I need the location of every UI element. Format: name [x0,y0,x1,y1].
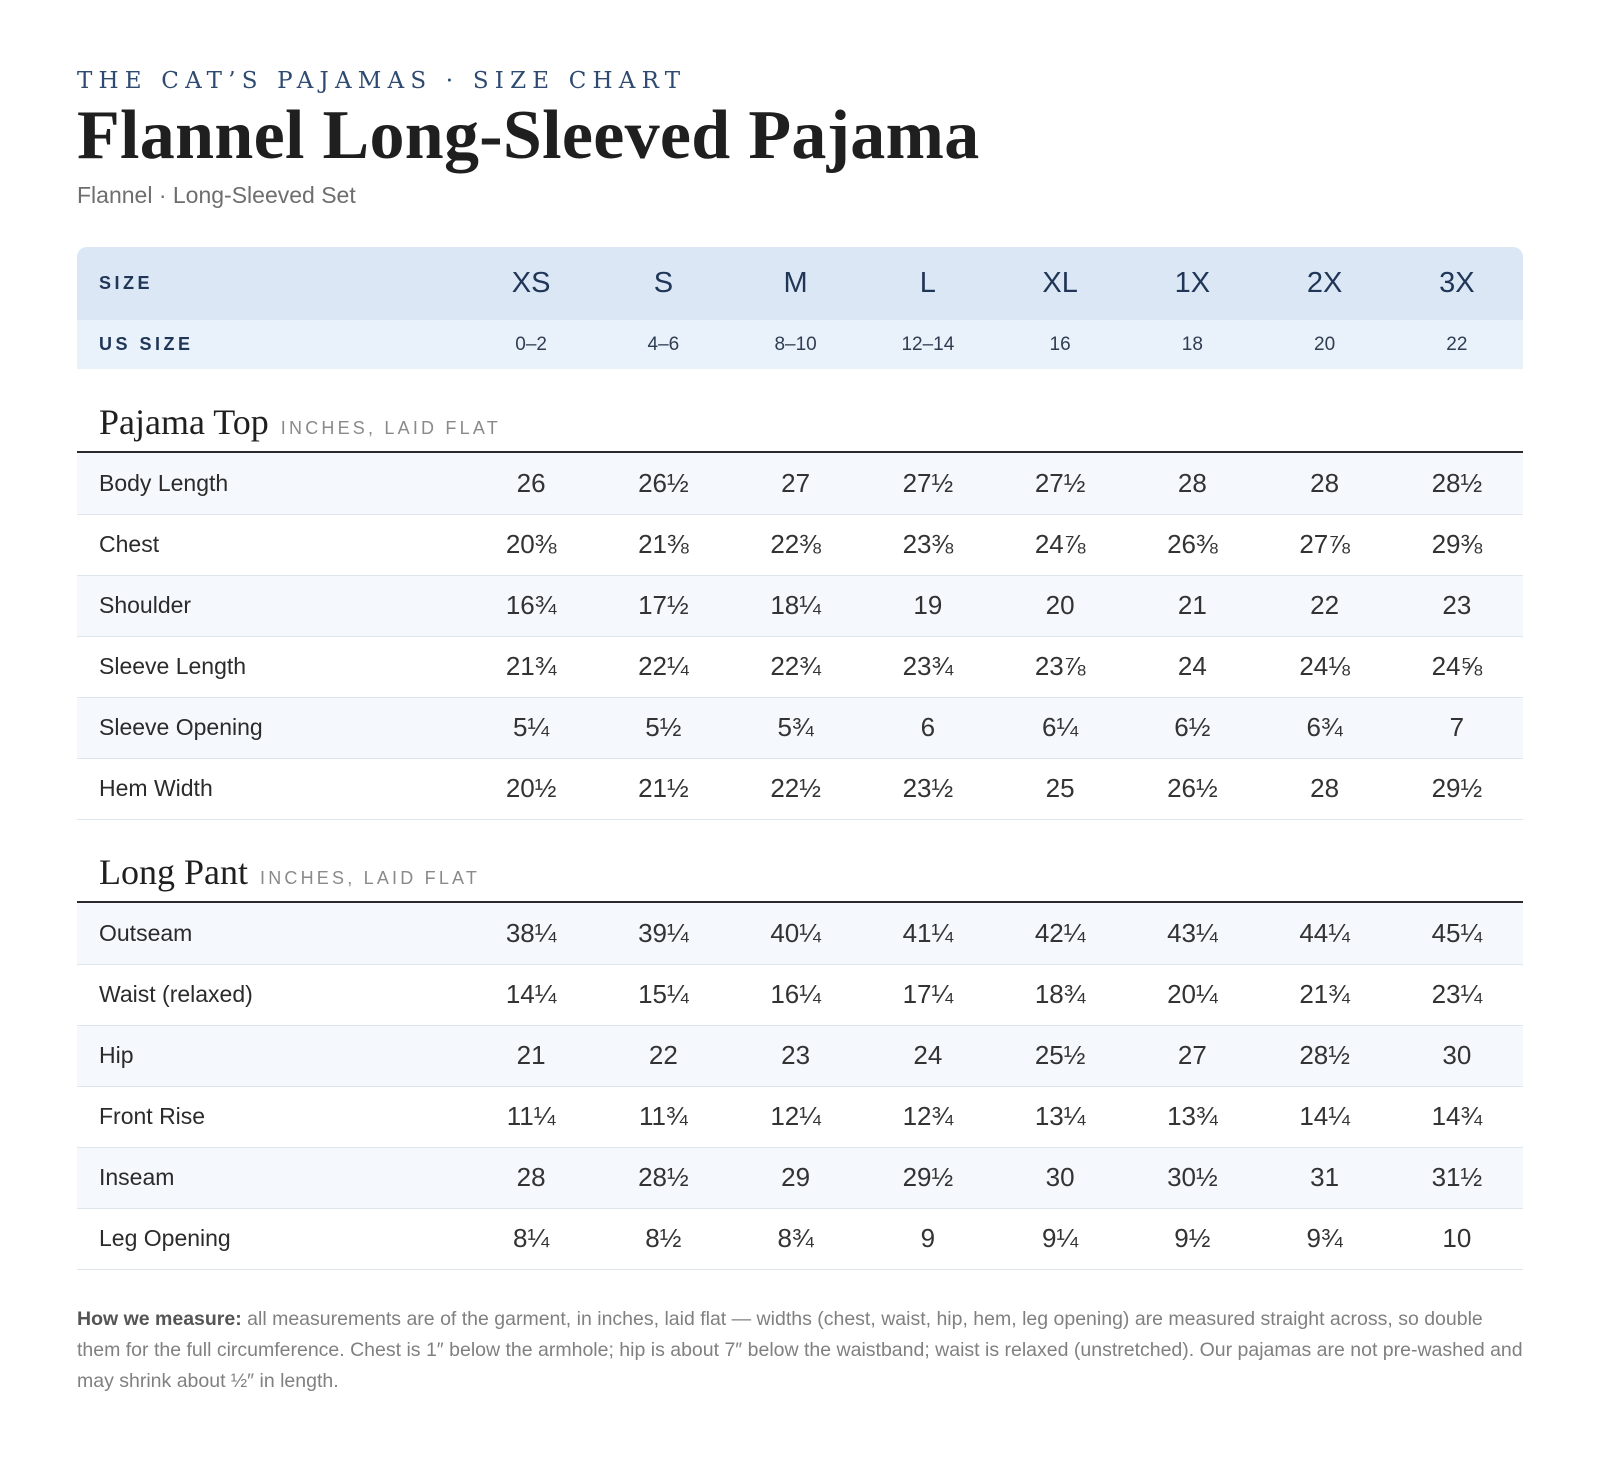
measurement-value: 5½ [597,697,729,758]
table-row [77,697,1523,758]
measurement-value: 22¾ [730,636,862,697]
measurement-value: 29½ [1391,758,1523,819]
measurement-value: 7 [1391,697,1523,758]
table-row [77,1208,1523,1269]
measurement-value: 29⅜ [1391,514,1523,575]
table-row [77,903,1523,964]
table-row [77,453,1523,514]
measurement-value: 6¾ [1259,697,1391,758]
measurement-value: 44¼ [1259,903,1391,964]
measurement-value: 27 [1126,1025,1258,1086]
measurement-value: 12¼ [730,1086,862,1147]
measurement-value: 40¼ [730,903,862,964]
measurement-value: 20½ [465,758,597,819]
us-size-3x: 22 [1391,320,1523,369]
measurement-value: 14¼ [465,964,597,1025]
measurement-value: 29 [730,1147,862,1208]
section-name: Pajama Top [99,402,269,442]
us-size-l: 12–14 [862,320,994,369]
measurement-value: 24⅛ [1259,636,1391,697]
measurement-value: 30 [1391,1025,1523,1086]
measurement-value: 28 [1259,453,1391,514]
measurement-value: 17½ [597,575,729,636]
table-row [77,636,1523,697]
measurement-value: 27½ [994,453,1126,514]
measurement-label: Inseam [77,1147,465,1208]
measurement-value: 41¼ [862,903,994,964]
measurement-value: 42¼ [994,903,1126,964]
section-title-pajama-top [99,401,501,443]
measurement-label: Hip [77,1025,465,1086]
size-1x: 1X [1126,247,1258,320]
measurement-value: 27½ [862,453,994,514]
measurement-value: 25 [994,758,1126,819]
measurement-value: 26½ [1126,758,1258,819]
measurement-value: 28 [1259,758,1391,819]
us-size-s: 4–6 [597,320,729,369]
measurement-value: 13¾ [1126,1086,1258,1147]
measurement-value: 21¾ [465,636,597,697]
measurement-value: 28½ [1259,1025,1391,1086]
table-row [77,514,1523,575]
table-row [77,1086,1523,1147]
measurement-value: 21¾ [1259,964,1391,1025]
measurement-value: 28½ [597,1147,729,1208]
measurement-value: 23 [1391,575,1523,636]
size-xs: XS [465,247,597,320]
section-unit: INCHES, LAID FLAT [280,418,501,438]
measurement-value: 9¾ [1259,1208,1391,1269]
measurement-value: 23¼ [1391,964,1523,1025]
us-size-row [77,320,1523,369]
measurement-value: 6 [862,697,994,758]
measurement-value: 29½ [862,1147,994,1208]
measurement-label: Leg Opening [77,1208,465,1269]
us-size-row-label: US SIZE [77,320,465,369]
measurement-value: 31 [1259,1147,1391,1208]
measurement-value: 16¼ [730,964,862,1025]
measurement-value: 13¼ [994,1086,1126,1147]
measurement-value: 11¾ [597,1086,729,1147]
measurement-value: 21 [465,1025,597,1086]
table-row [77,1147,1523,1208]
measurement-value: 39¼ [597,903,729,964]
measurement-value: 21 [1126,575,1258,636]
table-row [77,575,1523,636]
us-size-xs: 0–2 [465,320,597,369]
measurement-value: 28 [1126,453,1258,514]
measurement-value: 30½ [1126,1147,1258,1208]
measurement-value: 5¾ [730,697,862,758]
footnote-lead: How we measure: [77,1308,242,1330]
measurement-label: Sleeve Opening [77,697,465,758]
measurement-value: 9½ [1126,1208,1258,1269]
measurement-value: 22¼ [597,636,729,697]
measurement-value: 43¼ [1126,903,1258,964]
us-size-1x: 18 [1126,320,1258,369]
pajama-top-table [77,453,1523,820]
measurement-value: 23 [730,1025,862,1086]
measurement-label: Chest [77,514,465,575]
measurement-label: Sleeve Length [77,636,465,697]
measurement-value: 38¼ [465,903,597,964]
measurement-value: 23⅞ [994,636,1126,697]
measurement-label: Waist (relaxed) [77,964,465,1025]
measurement-value: 17¼ [862,964,994,1025]
footnote-text: all measurements are of the garment, in inches, laid flat — widths (chest, waist, hip, hem, leg opening) are measured straight across, so double them for the full circumference. Chest is 1″ below the armhole; hip is about 7″ below the waistband; waist is relaxed (unstretched). Our pajamas are not pre-washed and may shrink about ½″ in length. [77,1308,1523,1392]
measurement-value: 18¼ [730,575,862,636]
measurement-value: 15¼ [597,964,729,1025]
measurement-value: 22⅜ [730,514,862,575]
size-s: S [597,247,729,320]
measurement-value: 11¼ [465,1086,597,1147]
measurement-value: 45¼ [1391,903,1523,964]
measurement-value: 19 [862,575,994,636]
size-m: M [730,247,862,320]
measurement-value: 31½ [1391,1147,1523,1208]
measurement-value: 28 [465,1147,597,1208]
us-size-m: 8–10 [730,320,862,369]
measurement-value: 8½ [597,1208,729,1269]
measurement-value: 6¼ [994,697,1126,758]
measurement-value: 23⅜ [862,514,994,575]
measurement-value: 21⅜ [597,514,729,575]
measurement-value: 26⅜ [1126,514,1258,575]
measurement-value: 23¾ [862,636,994,697]
table-row [77,964,1523,1025]
measurement-value: 14¾ [1391,1086,1523,1147]
measurement-value: 10 [1391,1208,1523,1269]
measurement-label: Front Rise [77,1086,465,1147]
long-pant-table [77,903,1523,1270]
measurement-value: 20¼ [1126,964,1258,1025]
measurement-value: 20 [994,575,1126,636]
size-row [77,247,1523,320]
size-2x: 2X [1259,247,1391,320]
brand-heading: THE CAT’S PAJAMAS · SIZE CHART [77,68,687,94]
us-size-xl: 16 [994,320,1126,369]
measurement-value: 8¼ [465,1208,597,1269]
section-title-long-pant [99,851,480,893]
measurement-value: 14¼ [1259,1086,1391,1147]
measurement-value: 26½ [597,453,729,514]
page-subtitle: Flannel · Long-Sleeved Set [77,182,356,208]
measurement-value: 24⅞ [994,514,1126,575]
measurement-value: 22 [597,1025,729,1086]
measurement-value: 6½ [1126,697,1258,758]
measurement-value: 9¼ [994,1208,1126,1269]
measurement-value: 26 [465,453,597,514]
section-name: Long Pant [99,852,248,892]
size-xl: XL [994,247,1126,320]
measurement-value: 24 [862,1025,994,1086]
section-unit: INCHES, LAID FLAT [260,868,481,888]
measurement-value: 28½ [1391,453,1523,514]
measurement-value: 8¾ [730,1208,862,1269]
size-3x: 3X [1391,247,1523,320]
measurement-label: Outseam [77,903,465,964]
measurement-label: Shoulder [77,575,465,636]
size-row-label: SIZE [77,247,465,320]
us-size-2x: 20 [1259,320,1391,369]
measurement-value: 21½ [597,758,729,819]
measurement-value: 27⅞ [1259,514,1391,575]
measurement-label: Hem Width [77,758,465,819]
measurement-label: Body Length [77,453,465,514]
measurement-value: 16¾ [465,575,597,636]
table-row [77,1025,1523,1086]
size-l: L [862,247,994,320]
measurement-value: 5¼ [465,697,597,758]
measurement-value: 12¾ [862,1086,994,1147]
table-row [77,758,1523,819]
measurement-footnote [77,1304,1523,1397]
measurement-value: 22 [1259,575,1391,636]
measurement-value: 27 [730,453,862,514]
measurement-value: 18¾ [994,964,1126,1025]
measurement-value: 9 [862,1208,994,1269]
measurement-value: 20⅜ [465,514,597,575]
measurement-value: 22½ [730,758,862,819]
measurement-value: 25½ [994,1025,1126,1086]
measurement-value: 24⅝ [1391,636,1523,697]
measurement-value: 23½ [862,758,994,819]
measurement-value: 24 [1126,636,1258,697]
size-header-table [77,247,1523,369]
measurement-value: 30 [994,1147,1126,1208]
page-title: Flannel Long-Sleeved Pajama [77,97,980,174]
